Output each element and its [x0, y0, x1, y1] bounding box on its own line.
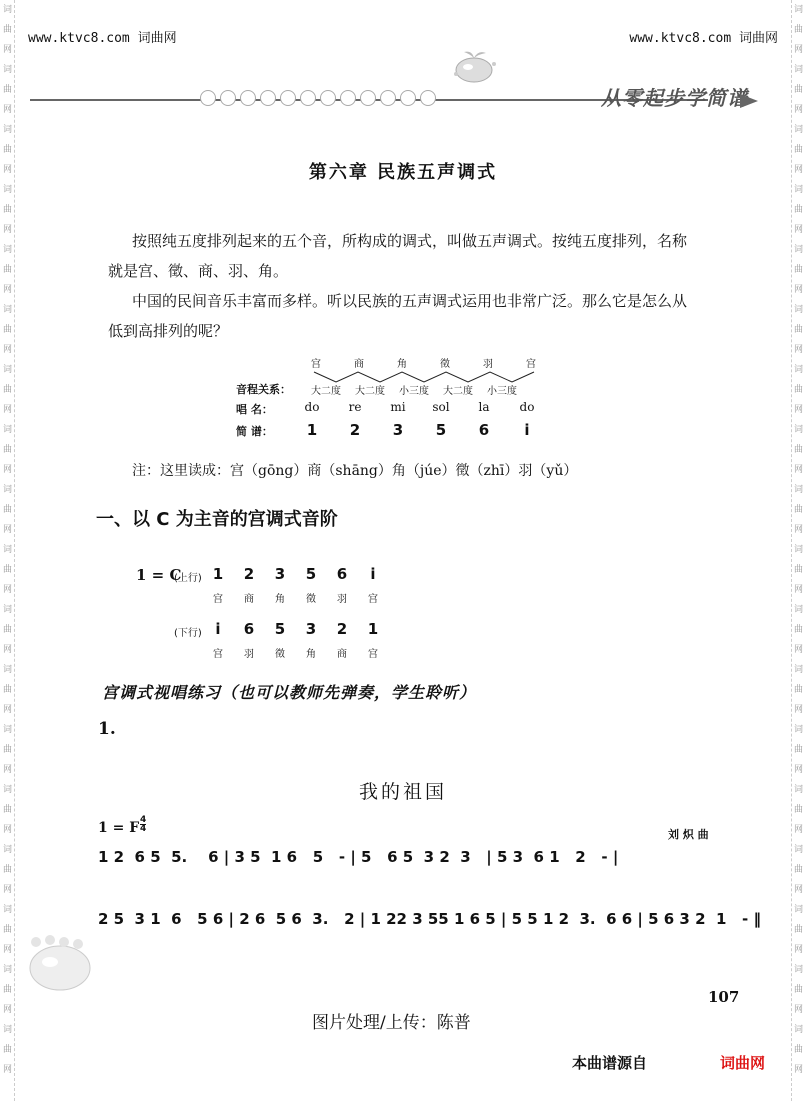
- book-brand: 从零起步学简谱: [601, 86, 748, 110]
- watermark-char: 词: [793, 425, 803, 435]
- desc-number: 1: [367, 620, 379, 638]
- watermark-char: 词: [2, 905, 12, 915]
- watermark-char: 词: [2, 965, 12, 975]
- watermark-char: 网: [793, 45, 803, 55]
- watermark-char: 曲: [793, 325, 803, 335]
- watermark-char: 词: [2, 845, 12, 855]
- watermark-char: 词: [793, 905, 803, 915]
- jianpu-label: 简 谱：: [236, 425, 273, 438]
- ring-icon: [420, 90, 436, 106]
- watermark-char: 词: [2, 5, 12, 15]
- watermark-char: 词: [793, 665, 803, 675]
- ring-icon: [380, 90, 396, 106]
- source-label: 本曲谱源自: [572, 1054, 648, 1072]
- watermark-char: 词: [793, 125, 803, 135]
- ring-icon: [320, 90, 336, 106]
- watermark-char: 网: [2, 525, 12, 535]
- watermark-char: 曲: [793, 985, 803, 995]
- watermark-char: 词: [793, 1025, 803, 1035]
- top-right-url: [629, 27, 778, 46]
- asc-note-name: 徵: [306, 594, 316, 605]
- watermark-char: 曲: [793, 865, 803, 875]
- asc-number: 5: [305, 565, 317, 583]
- watermark-char: 曲: [793, 1045, 803, 1055]
- watermark-char: 曲: [2, 505, 12, 515]
- watermark-char: 词: [793, 725, 803, 735]
- watermark-char: 曲: [2, 1045, 12, 1055]
- watermark-char: 曲: [793, 505, 803, 515]
- watermark-char: 曲: [2, 385, 12, 395]
- ring-icon: [220, 90, 236, 106]
- watermark-char: 网: [793, 585, 803, 595]
- interval-name: 小三度: [487, 386, 517, 397]
- asc-note-name: 宫: [368, 594, 378, 605]
- watermark-char: 网: [2, 585, 12, 595]
- scale-note-name: 羽: [483, 359, 493, 370]
- watermark-char: 网: [793, 285, 803, 295]
- watermark-char: 网: [793, 525, 803, 535]
- watermark-char: 词: [793, 845, 803, 855]
- scale-note-name: 商: [354, 359, 364, 370]
- watermark-char: 曲: [793, 265, 803, 275]
- watermark-char: 曲: [2, 145, 12, 155]
- watermark-char: 曲: [793, 805, 803, 815]
- watermark-char: 词: [793, 305, 803, 315]
- descending-label: (下行): [174, 628, 202, 639]
- watermark-char: 曲: [793, 685, 803, 695]
- watermark-char: 词: [2, 665, 12, 675]
- watermark-char: 网: [793, 405, 803, 415]
- ring-icon: [240, 90, 256, 106]
- score-line-2: 2 5 3 1 6 5 6 | 2 6 5 6 3. 2 | 1 22 3 55 1 6 5 | 5 5 1 2 3. 6 6 | 5 6 3 2 1 - ‖: [98, 910, 762, 928]
- ring-icon: [280, 90, 296, 106]
- watermark-char: 网: [793, 345, 803, 355]
- paragraph-2-line-1: 中国的民间音乐丰富而多样。听以民族的五声调式运用也非常广泛。那么它是怎么从: [132, 292, 688, 310]
- watermark-char: 曲: [793, 385, 803, 395]
- watermark-char: 词: [793, 785, 803, 795]
- ascending-label: (上行): [174, 573, 202, 584]
- watermark-char: 曲: [793, 145, 803, 155]
- watermark-char: 词: [2, 725, 12, 735]
- interval-label: 音程关系：: [236, 383, 291, 396]
- asc-number: i: [370, 565, 376, 583]
- watermark-char: 曲: [2, 205, 12, 215]
- desc-number: 6: [243, 620, 255, 638]
- ring-icon: [400, 90, 416, 106]
- watermark-char: 网: [2, 1065, 12, 1075]
- interval-name: 大二度: [311, 386, 341, 397]
- section-heading: 一、以 C 为主音的宫调式音阶: [96, 509, 338, 530]
- watermark-char: 网: [2, 225, 12, 235]
- watermark-char: 曲: [2, 985, 12, 995]
- key-signature: 1 = C: [136, 566, 182, 584]
- fruit-decoration-icon: [450, 48, 498, 84]
- site-name: 词曲网: [137, 31, 177, 46]
- watermark-char: 网: [2, 765, 12, 775]
- watermark-char: 词: [793, 65, 803, 75]
- upload-credit: 图片处理/上传：陈普: [312, 1013, 471, 1033]
- watermark-char: 曲: [2, 865, 12, 875]
- watermark-char: 网: [793, 885, 803, 895]
- watermark-char: 曲: [2, 745, 12, 755]
- scale-note-name: 角: [397, 359, 407, 370]
- watermark-char: 词: [793, 245, 803, 255]
- watermark-char: 网: [793, 225, 803, 235]
- watermark-char: 词: [2, 65, 12, 75]
- asc-number: 2: [243, 565, 255, 583]
- composer: 刘 炽 曲: [668, 828, 709, 841]
- watermark-char: 网: [793, 165, 803, 175]
- time-signature: 4 4: [140, 815, 147, 834]
- ring-icon: [260, 90, 276, 106]
- watermark-char: 词: [2, 185, 12, 195]
- watermark-char: 网: [2, 945, 12, 955]
- scale-note-name: 宫: [311, 359, 321, 370]
- solfege-syllable: do: [304, 400, 320, 414]
- watermark-char: 网: [793, 825, 803, 835]
- watermark-char: 曲: [793, 565, 803, 575]
- watermark-char: 曲: [2, 85, 12, 95]
- solfege-syllable: la: [478, 400, 490, 414]
- watermark-char: 网: [2, 165, 12, 175]
- asc-number: 3: [274, 565, 286, 583]
- desc-number: i: [215, 620, 221, 638]
- site-name: 词曲网: [738, 31, 778, 46]
- watermark-char: 曲: [2, 25, 12, 35]
- url-text: www.ktvc8.com: [629, 31, 732, 46]
- watermark-char: 网: [2, 645, 12, 655]
- solfege-syllable: do: [519, 400, 535, 414]
- watermark-char: 网: [793, 705, 803, 715]
- brand-arrow-icon: [740, 94, 758, 108]
- watermark-char: 网: [2, 405, 12, 415]
- watermark-char: 曲: [793, 445, 803, 455]
- solfege-syllable: re: [348, 400, 362, 414]
- watermark-char: 网: [793, 465, 803, 475]
- interval-name: 小三度: [399, 386, 429, 397]
- ring-icon: [360, 90, 376, 106]
- watermark-char: 网: [793, 645, 803, 655]
- watermark-char: 词: [793, 545, 803, 555]
- watermark-char: 网: [2, 45, 12, 55]
- jianpu-number: 2: [349, 421, 361, 439]
- desc-number: 2: [336, 620, 348, 638]
- song-title: 我的祖国: [358, 781, 447, 803]
- watermark-char: 曲: [2, 265, 12, 275]
- watermark-char: 曲: [2, 445, 12, 455]
- watermark-char: 曲: [793, 745, 803, 755]
- song-key: 1 = F: [98, 820, 140, 836]
- top-left-url: [28, 27, 177, 46]
- watermark-char: 网: [2, 345, 12, 355]
- watermark-char: 词: [2, 125, 12, 135]
- asc-note-name: 宫: [213, 594, 223, 605]
- jianpu-number: 3: [392, 421, 404, 439]
- desc-number: 5: [274, 620, 286, 638]
- watermark-char: 网: [793, 765, 803, 775]
- watermark-char: 词: [793, 485, 803, 495]
- ring-icon: [340, 90, 356, 106]
- desc-note-name: 羽: [244, 649, 254, 660]
- watermark-char: 曲: [2, 565, 12, 575]
- watermark-char: 词: [2, 485, 12, 495]
- watermark-char: 词: [793, 365, 803, 375]
- jianpu-number: 5: [435, 421, 447, 439]
- watermark-char: 网: [793, 945, 803, 955]
- chapter-title: 第六章 民族五声调式: [308, 162, 498, 183]
- watermark-char: 曲: [793, 85, 803, 95]
- paragraph-1-line-1: 按照纯五度排列起来的五个音，所构成的调式，叫做五声调式。按纯五度排列，名称: [132, 232, 688, 250]
- jianpu-number: 1: [306, 421, 318, 439]
- scale-note-name: 徵: [440, 359, 450, 370]
- page-number: 107: [708, 988, 740, 1006]
- score-line-1: 1 2 6 5 5. 6 | 3 5 1 6 5 - | 5 6 5 3 2 3 | 5 3 6 1 2 - |: [98, 848, 619, 866]
- interval-name: 大二度: [355, 386, 385, 397]
- interval-name: 大二度: [443, 386, 473, 397]
- desc-note-name: 宫: [213, 649, 223, 660]
- watermark-char: 网: [2, 105, 12, 115]
- watermark-char: 曲: [793, 25, 803, 35]
- watermark-char: 词: [2, 305, 12, 315]
- paragraph-1-line-2: 就是宫、徵、商、羽、角。: [108, 262, 289, 280]
- asc-note-name: 角: [275, 594, 285, 605]
- header-band: [30, 88, 748, 108]
- watermark-char: 词: [793, 5, 803, 15]
- watermark-char: 网: [793, 1005, 803, 1015]
- watermark-char: 词: [2, 605, 12, 615]
- watermark-char: 词: [2, 365, 12, 375]
- watermark-char: 曲: [2, 925, 12, 935]
- ring-icon: [200, 90, 216, 106]
- pronunciation-note: 注：这里读成：宫（gōng）商（shāng）角（júe）徵（zhī）羽（yǔ）: [132, 463, 578, 479]
- watermark-char: 曲: [2, 625, 12, 635]
- jianpu-number: i: [524, 421, 530, 439]
- url-text: www.ktvc8.com: [28, 31, 130, 46]
- desc-note-name: 角: [306, 649, 316, 660]
- desc-note-name: 宫: [368, 649, 378, 660]
- asc-note-name: 羽: [337, 594, 347, 605]
- watermark-char: 词: [2, 245, 12, 255]
- watermark-char: 网: [2, 825, 12, 835]
- watermark-char: 词: [793, 185, 803, 195]
- watermark-char: 曲: [793, 205, 803, 215]
- watermark-char: 网: [2, 885, 12, 895]
- desc-note-name: 商: [337, 649, 347, 660]
- watermark-char: 曲: [2, 805, 12, 815]
- watermark-char: 词: [793, 605, 803, 615]
- practice-heading: 宫调式视唱练习（也可以教师先弹奏，学生聆听）: [102, 683, 477, 702]
- watermark-char: 曲: [2, 325, 12, 335]
- desc-note-name: 徵: [275, 649, 285, 660]
- exercise-number: 1.: [98, 719, 116, 739]
- watermark-char: 词: [2, 1025, 12, 1035]
- fruit-decoration-icon: [22, 932, 94, 992]
- ring-icon: [300, 90, 316, 106]
- watermark-char: 词: [2, 425, 12, 435]
- jianpu-number: 6: [478, 421, 490, 439]
- watermark-char: 词: [2, 545, 12, 555]
- asc-number: 6: [336, 565, 348, 583]
- paragraph-2-line-2: 低到高排列的呢？: [108, 322, 229, 340]
- watermark-char: 曲: [793, 925, 803, 935]
- watermark-char: 网: [793, 1065, 803, 1075]
- sing-label: 唱 名：: [236, 403, 273, 416]
- watermark-char: 网: [2, 705, 12, 715]
- watermark-char: 网: [2, 285, 12, 295]
- watermark-char: 词: [793, 965, 803, 975]
- source-site-link[interactable]: 词曲网: [720, 1054, 766, 1072]
- watermark-char: 网: [2, 1005, 12, 1015]
- desc-number: 3: [305, 620, 317, 638]
- watermark-char: 曲: [793, 625, 803, 635]
- asc-note-name: 商: [244, 594, 254, 605]
- watermark-char: 词: [2, 785, 12, 795]
- watermark-char: 曲: [2, 685, 12, 695]
- watermark-char: 网: [2, 465, 12, 475]
- solfege-syllable: mi: [390, 400, 406, 414]
- watermark-char: 网: [793, 105, 803, 115]
- asc-number: 1: [212, 565, 224, 583]
- solfege-syllable: sol: [432, 400, 450, 414]
- scale-note-name: 宫: [526, 359, 536, 370]
